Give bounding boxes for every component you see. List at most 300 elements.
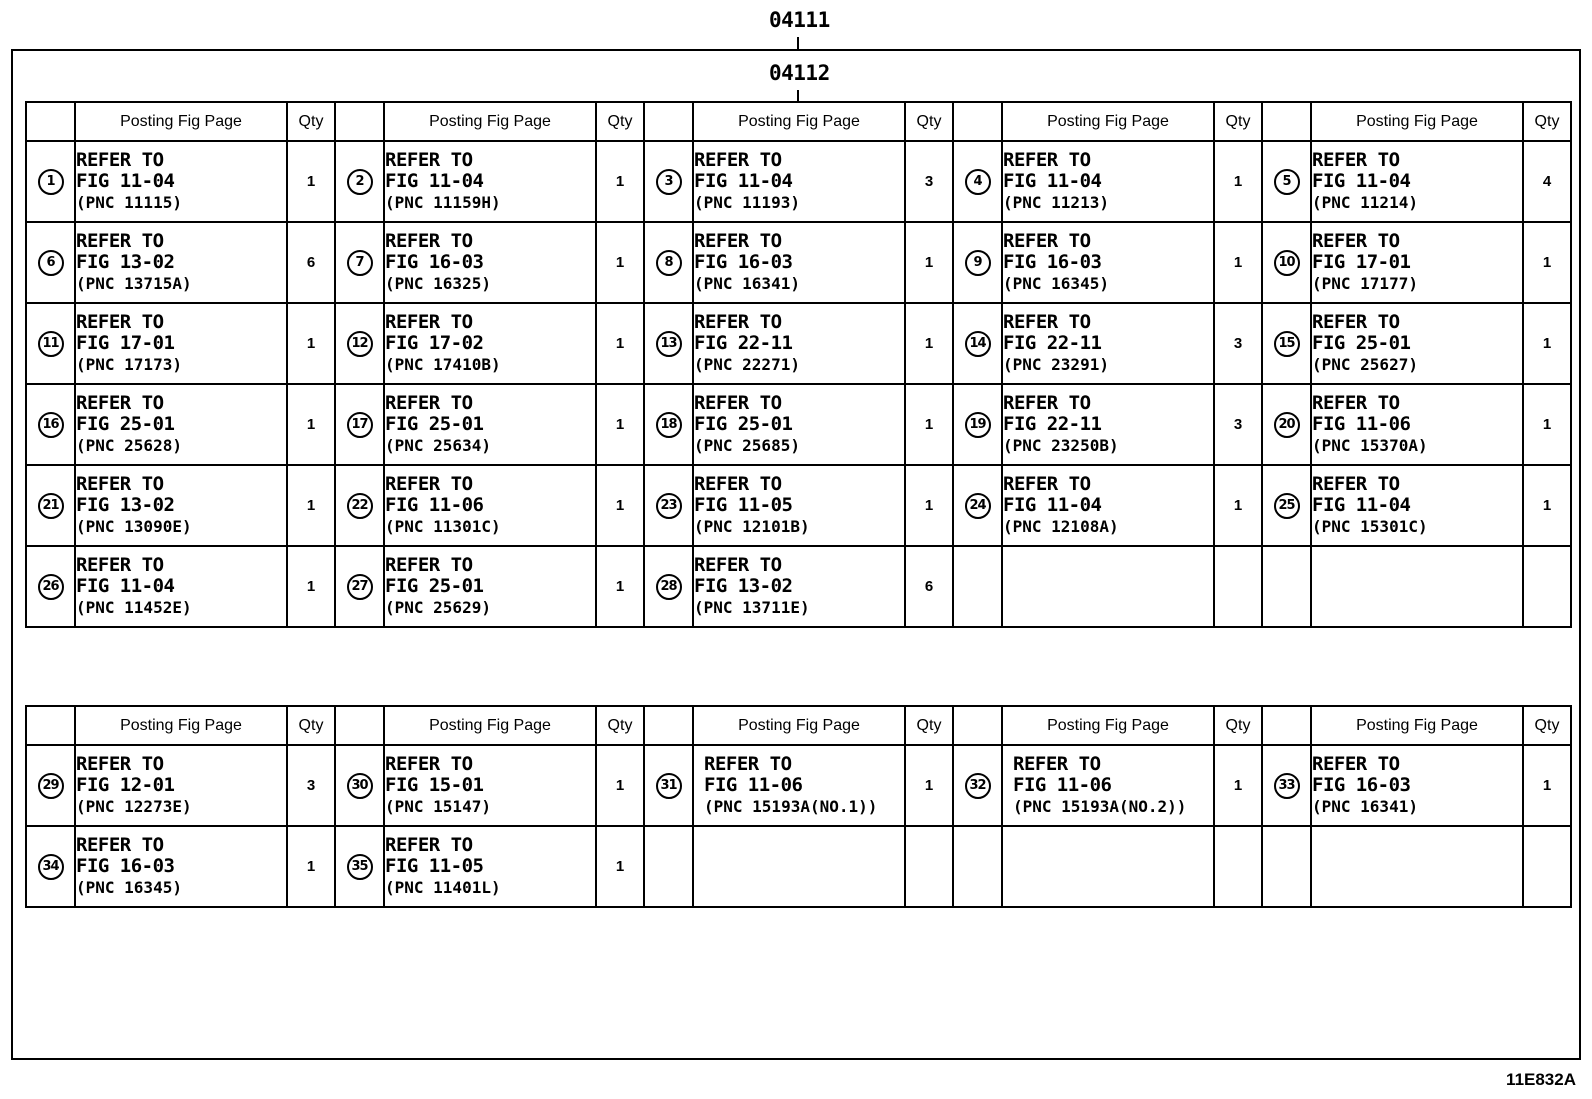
quantity-cell: 1: [1214, 465, 1262, 546]
empty-cell: [644, 826, 693, 907]
posting-reference-cell: [1311, 384, 1523, 465]
quantity-cell: 1: [596, 826, 644, 907]
header-index: [26, 102, 75, 141]
quantity-cell: 1: [905, 222, 953, 303]
item-number-badge: 3: [656, 169, 682, 195]
item-number-cell: [26, 222, 75, 303]
pnc-code-text: (PNC 22271): [694, 354, 800, 374]
pnc-code-text: (PNC 11452E): [76, 597, 192, 617]
refer-to-text: REFER TO: [76, 229, 164, 252]
table-row: [26, 384, 1571, 465]
table-body: [26, 141, 1571, 627]
empty-cell: [693, 826, 905, 907]
refer-to-text: REFER TO: [1312, 310, 1400, 333]
pnc-code-text: (PNC 23250B): [1003, 435, 1119, 455]
item-number-badge: 12: [347, 331, 373, 357]
item-number-cell: [335, 546, 384, 627]
item-number-cell: [953, 745, 1002, 826]
refer-to-text: REFER TO: [1312, 148, 1400, 171]
posting-reference-cell: [693, 384, 905, 465]
item-number-badge: 23: [656, 493, 682, 519]
figure-reference-text: FIG 16-03: [1312, 773, 1411, 796]
figure-reference-text: FIG 25-01: [694, 412, 793, 435]
item-number-badge: 27: [347, 574, 373, 600]
refer-to-text: REFER TO: [1003, 472, 1091, 495]
posting-reference-cell: [75, 222, 287, 303]
posting-reference-cell: [693, 465, 905, 546]
item-number-badge: 1: [38, 169, 64, 195]
pnc-code-text: (PNC 17410B): [385, 354, 501, 374]
figure-reference-text: FIG 25-01: [1312, 331, 1411, 354]
table-row: [26, 465, 1571, 546]
item-number-cell: [953, 141, 1002, 222]
posting-reference-cell: [1002, 465, 1214, 546]
pnc-code-text: (PNC 11401L): [385, 877, 501, 897]
item-number-badge: 33: [1274, 773, 1300, 799]
quantity-cell: 6: [905, 546, 953, 627]
posting-reference-cell: [693, 546, 905, 627]
item-number-cell: [335, 222, 384, 303]
item-number-cell: [953, 222, 1002, 303]
figure-reference-text: FIG 13-02: [694, 574, 793, 597]
item-number-badge: 10: [1274, 250, 1300, 276]
table-row: [26, 826, 1571, 907]
item-number-badge: 26: [38, 574, 64, 600]
empty-cell: [905, 826, 953, 907]
refer-to-text: REFER TO: [694, 391, 782, 414]
pnc-code-text: (PNC 12101B): [694, 516, 810, 536]
item-number-cell: [644, 222, 693, 303]
empty-cell: [1002, 826, 1214, 907]
figure-reference-text: FIG 25-01: [385, 574, 484, 597]
empty-cell: [1214, 826, 1262, 907]
item-number-badge: 19: [965, 412, 991, 438]
item-number-badge: 8: [656, 250, 682, 276]
item-number-cell: [644, 465, 693, 546]
refer-to-text: REFER TO: [1312, 229, 1400, 252]
refer-to-text: REFER TO: [385, 472, 473, 495]
refer-to-text: REFER TO: [385, 833, 473, 856]
table-row: [26, 222, 1571, 303]
posting-reference-cell: [1002, 384, 1214, 465]
pnc-code-text: (PNC 16345): [1003, 273, 1109, 293]
item-number-badge: 2: [347, 169, 373, 195]
posting-reference-cell: [1311, 465, 1523, 546]
item-number-badge: 7: [347, 250, 373, 276]
refer-to-text: REFER TO: [76, 833, 164, 856]
item-number-cell: [335, 384, 384, 465]
posting-reference-cell: [75, 546, 287, 627]
quantity-cell: 1: [287, 826, 335, 907]
header-posting-fig-page: Posting Fig Page: [384, 102, 596, 141]
posting-reference-cell: [1311, 141, 1523, 222]
figure-reference-text: FIG 17-02: [385, 331, 484, 354]
item-number-badge: 25: [1274, 493, 1300, 519]
header-index: [644, 706, 693, 745]
item-number-badge: 29: [38, 773, 64, 799]
item-number-cell: [644, 303, 693, 384]
header-posting-fig-page: Posting Fig Page: [384, 706, 596, 745]
figure-reference-text: FIG 16-03: [76, 854, 175, 877]
posting-reference-cell: [693, 222, 905, 303]
posting-reference-cell: [75, 384, 287, 465]
header-qty: Qty: [1523, 706, 1571, 745]
posting-reference-cell: [384, 303, 596, 384]
pnc-code-text: (PNC 16345): [76, 877, 182, 897]
refer-to-text: REFER TO: [385, 752, 473, 775]
quantity-cell: 6: [287, 222, 335, 303]
quantity-cell: 1: [905, 303, 953, 384]
figure-reference-text: FIG 15-01: [385, 773, 484, 796]
posting-reference-cell: [1002, 222, 1214, 303]
figure-reference-text: FIG 22-11: [694, 331, 793, 354]
pnc-code-text: (PNC 17177): [1312, 273, 1418, 293]
posting-reference-cell: [1311, 303, 1523, 384]
empty-cell: [1002, 546, 1214, 627]
item-number-cell: [26, 546, 75, 627]
refer-to-text: REFER TO: [704, 752, 792, 775]
quantity-cell: 1: [905, 745, 953, 826]
refer-to-text: REFER TO: [694, 553, 782, 576]
figure-reference-text: FIG 11-04: [694, 169, 793, 192]
item-number-badge: 17: [347, 412, 373, 438]
header-posting-fig-page: Posting Fig Page: [1002, 706, 1214, 745]
figure-reference-text: FIG 13-02: [76, 493, 175, 516]
pnc-code-text: (PNC 11214): [1312, 192, 1418, 212]
item-number-cell: [1262, 303, 1311, 384]
quantity-cell: 3: [1214, 303, 1262, 384]
refer-to-text: REFER TO: [694, 472, 782, 495]
quantity-cell: 1: [596, 384, 644, 465]
item-number-badge: 20: [1274, 412, 1300, 438]
quantity-cell: 1: [287, 303, 335, 384]
item-number-cell: [26, 384, 75, 465]
figure-reference-text: FIG 11-04: [76, 574, 175, 597]
item-number-cell: [953, 303, 1002, 384]
refer-to-text: REFER TO: [76, 553, 164, 576]
refer-to-text: REFER TO: [1003, 391, 1091, 414]
pnc-code-text: (PNC 12273E): [76, 796, 192, 816]
refer-to-text: REFER TO: [76, 472, 164, 495]
pnc-code-text: (PNC 13090E): [76, 516, 192, 536]
item-number-cell: [335, 303, 384, 384]
refer-to-text: REFER TO: [1003, 310, 1091, 333]
quantity-cell: 1: [1523, 745, 1571, 826]
pnc-code-text: (PNC 15147): [385, 796, 491, 816]
empty-cell: [953, 826, 1002, 907]
posting-reference-cell: [384, 546, 596, 627]
header-posting-fig-page: Posting Fig Page: [1311, 706, 1523, 745]
parts-reference-table-main: [25, 101, 1572, 628]
quantity-cell: 1: [1214, 745, 1262, 826]
empty-cell: [1262, 826, 1311, 907]
figure-reference-text: FIG 11-06: [704, 773, 803, 796]
quantity-cell: 1: [596, 465, 644, 546]
pnc-code-text: (PNC 11193): [694, 192, 800, 212]
refer-to-text: REFER TO: [385, 148, 473, 171]
header-index: [953, 102, 1002, 141]
empty-cell: [1214, 546, 1262, 627]
header-index: [1262, 102, 1311, 141]
item-number-badge: 15: [1274, 331, 1300, 357]
quantity-cell: 1: [287, 384, 335, 465]
item-number-cell: [26, 141, 75, 222]
header-posting-fig-page: Posting Fig Page: [75, 706, 287, 745]
quantity-cell: 1: [596, 745, 644, 826]
figure-reference-text: FIG 22-11: [1003, 412, 1102, 435]
pnc-code-text: (PNC 15193A(NO.1)): [704, 796, 878, 816]
header-index: [335, 706, 384, 745]
item-number-badge: 30: [347, 773, 373, 799]
item-number-cell: [1262, 141, 1311, 222]
item-number-badge: 5: [1274, 169, 1300, 195]
posting-reference-cell: [75, 826, 287, 907]
table-row: [26, 745, 1571, 826]
empty-cell: [1311, 826, 1523, 907]
refer-to-text: REFER TO: [694, 310, 782, 333]
refer-to-text: REFER TO: [385, 391, 473, 414]
figure-reference-text: FIG 12-01: [76, 773, 175, 796]
figure-reference-text: FIG 11-04: [76, 169, 175, 192]
refer-to-text: REFER TO: [694, 229, 782, 252]
item-number-badge: 4: [965, 169, 991, 195]
posting-reference-cell: [1002, 303, 1214, 384]
empty-cell: [953, 546, 1002, 627]
refer-to-text: REFER TO: [76, 148, 164, 171]
header-posting-fig-page: Posting Fig Page: [1311, 102, 1523, 141]
posting-reference-cell: [384, 465, 596, 546]
posting-reference-cell: [384, 826, 596, 907]
pnc-code-text: (PNC 11115): [76, 192, 182, 212]
item-number-cell: [26, 745, 75, 826]
posting-reference-cell: [75, 465, 287, 546]
subassembly-code-label: 04112: [769, 61, 830, 85]
refer-to-text: REFER TO: [76, 391, 164, 414]
item-number-badge: 35: [347, 854, 373, 880]
item-number-badge: 24: [965, 493, 991, 519]
quantity-cell: 3: [287, 745, 335, 826]
figure-reference-text: FIG 11-05: [694, 493, 793, 516]
header-qty: Qty: [287, 102, 335, 141]
table-row: [26, 303, 1571, 384]
figure-code-label: 11E832A: [1506, 1070, 1576, 1089]
pnc-code-text: (PNC 25634): [385, 435, 491, 455]
empty-cell: [1523, 546, 1571, 627]
header-qty: Qty: [596, 102, 644, 141]
item-number-badge: 31: [656, 773, 682, 799]
parts-reference-table-secondary: [25, 705, 1572, 908]
header-index: [1262, 706, 1311, 745]
figure-reference-text: FIG 11-06: [1013, 773, 1112, 796]
empty-cell: [1523, 826, 1571, 907]
item-number-cell: [335, 465, 384, 546]
item-number-badge: 11: [38, 331, 64, 357]
item-number-badge: 14: [965, 331, 991, 357]
quantity-cell: 3: [1214, 384, 1262, 465]
header-qty: Qty: [1214, 102, 1262, 141]
header-qty: Qty: [596, 706, 644, 745]
figure-reference-text: FIG 11-04: [385, 169, 484, 192]
item-number-cell: [644, 745, 693, 826]
item-number-cell: [953, 465, 1002, 546]
table-row: [26, 546, 1571, 627]
header-qty: Qty: [905, 102, 953, 141]
header-qty: Qty: [1214, 706, 1262, 745]
item-number-cell: [335, 826, 384, 907]
posting-reference-cell: [1002, 141, 1214, 222]
quantity-cell: 1: [596, 303, 644, 384]
quantity-cell: 1: [1214, 222, 1262, 303]
pnc-code-text: (PNC 11301C): [385, 516, 501, 536]
figure-reference-text: FIG 16-03: [385, 250, 484, 273]
quantity-cell: 1: [905, 384, 953, 465]
item-number-badge: 13: [656, 331, 682, 357]
refer-to-text: REFER TO: [1312, 391, 1400, 414]
empty-cell: [1311, 546, 1523, 627]
item-number-cell: [644, 141, 693, 222]
header-qty: Qty: [1523, 102, 1571, 141]
item-number-badge: 18: [656, 412, 682, 438]
pnc-code-text: (PNC 15370A): [1312, 435, 1428, 455]
pnc-code-text: (PNC 25628): [76, 435, 182, 455]
quantity-cell: 3: [905, 141, 953, 222]
item-number-badge: 6: [38, 250, 64, 276]
table-header: [26, 706, 1571, 745]
pnc-code-text: (PNC 16341): [1312, 796, 1418, 816]
refer-to-text: REFER TO: [385, 229, 473, 252]
figure-reference-text: FIG 16-03: [1003, 250, 1102, 273]
item-number-cell: [335, 141, 384, 222]
item-number-cell: [1262, 745, 1311, 826]
figure-reference-text: FIG 17-01: [76, 331, 175, 354]
refer-to-text: REFER TO: [1312, 752, 1400, 775]
assembly-code-label: 04111: [769, 8, 830, 32]
posting-reference-cell: [1311, 222, 1523, 303]
header-index: [644, 102, 693, 141]
posting-reference-cell: [384, 141, 596, 222]
item-number-cell: [335, 745, 384, 826]
quantity-cell: 1: [905, 465, 953, 546]
pnc-code-text: (PNC 12108A): [1003, 516, 1119, 536]
header-posting-fig-page: Posting Fig Page: [75, 102, 287, 141]
posting-reference-cell: [693, 745, 905, 826]
table-header: [26, 102, 1571, 141]
figure-reference-text: FIG 11-06: [385, 493, 484, 516]
posting-reference-cell: [384, 384, 596, 465]
figure-reference-text: FIG 11-04: [1003, 493, 1102, 516]
posting-reference-cell: [1002, 745, 1214, 826]
header-posting-fig-page: Posting Fig Page: [693, 706, 905, 745]
refer-to-text: REFER TO: [76, 310, 164, 333]
refer-to-text: REFER TO: [385, 553, 473, 576]
figure-reference-text: FIG 11-04: [1312, 493, 1411, 516]
item-number-cell: [1262, 222, 1311, 303]
table-body: [26, 745, 1571, 907]
figure-reference-text: FIG 11-05: [385, 854, 484, 877]
quantity-cell: 1: [1214, 141, 1262, 222]
figure-reference-text: FIG 16-03: [694, 250, 793, 273]
item-number-badge: 34: [38, 854, 64, 880]
pnc-code-text: (PNC 17173): [76, 354, 182, 374]
header-index: [335, 102, 384, 141]
quantity-cell: 1: [1523, 303, 1571, 384]
refer-to-text: REFER TO: [1312, 472, 1400, 495]
posting-reference-cell: [693, 303, 905, 384]
quantity-cell: 1: [287, 141, 335, 222]
quantity-cell: 4: [1523, 141, 1571, 222]
quantity-cell: 1: [1523, 384, 1571, 465]
item-number-cell: [1262, 465, 1311, 546]
figure-reference-text: FIG 25-01: [76, 412, 175, 435]
pnc-code-text: (PNC 25685): [694, 435, 800, 455]
pnc-code-text: (PNC 13711E): [694, 597, 810, 617]
header-row: [26, 102, 1571, 141]
pnc-code-text: (PNC 15193A(NO.2)): [1013, 796, 1187, 816]
pnc-code-text: (PNC 15301C): [1312, 516, 1428, 536]
posting-reference-cell: [1311, 745, 1523, 826]
pnc-code-text: (PNC 16341): [694, 273, 800, 293]
quantity-cell: 1: [1523, 465, 1571, 546]
item-number-badge: 22: [347, 493, 373, 519]
figure-reference-text: FIG 11-04: [1003, 169, 1102, 192]
item-number-cell: [26, 303, 75, 384]
item-number-cell: [26, 826, 75, 907]
figure-reference-text: FIG 13-02: [76, 250, 175, 273]
posting-reference-cell: [384, 745, 596, 826]
quantity-cell: 1: [287, 465, 335, 546]
refer-to-text: REFER TO: [385, 310, 473, 333]
refer-to-text: REFER TO: [694, 148, 782, 171]
refer-to-text: REFER TO: [1013, 752, 1101, 775]
figure-reference-text: FIG 17-01: [1312, 250, 1411, 273]
quantity-cell: 1: [596, 546, 644, 627]
empty-cell: [1262, 546, 1311, 627]
item-number-cell: [953, 384, 1002, 465]
item-number-badge: 32: [965, 773, 991, 799]
posting-reference-cell: [384, 222, 596, 303]
figure-reference-text: FIG 22-11: [1003, 331, 1102, 354]
pnc-code-text: (PNC 13715A): [76, 273, 192, 293]
refer-to-text: REFER TO: [76, 752, 164, 775]
header-qty: Qty: [905, 706, 953, 745]
item-number-cell: [1262, 384, 1311, 465]
quantity-cell: 1: [596, 222, 644, 303]
posting-reference-cell: [75, 303, 287, 384]
quantity-cell: 1: [1523, 222, 1571, 303]
item-number-cell: [26, 465, 75, 546]
figure-reference-text: FIG 11-06: [1312, 412, 1411, 435]
header-qty: Qty: [287, 706, 335, 745]
figure-reference-text: FIG 11-04: [1312, 169, 1411, 192]
item-number-badge: 21: [38, 493, 64, 519]
header-posting-fig-page: Posting Fig Page: [693, 102, 905, 141]
pnc-code-text: (PNC 11213): [1003, 192, 1109, 212]
posting-reference-cell: [75, 141, 287, 222]
item-number-badge: 9: [965, 250, 991, 276]
pnc-code-text: (PNC 23291): [1003, 354, 1109, 374]
pnc-code-text: (PNC 25629): [385, 597, 491, 617]
posting-reference-cell: [75, 745, 287, 826]
pnc-code-text: (PNC 16325): [385, 273, 491, 293]
refer-to-text: REFER TO: [1003, 229, 1091, 252]
header-posting-fig-page: Posting Fig Page: [1002, 102, 1214, 141]
item-number-cell: [644, 384, 693, 465]
pnc-code-text: (PNC 11159H): [385, 192, 501, 212]
header-index: [953, 706, 1002, 745]
table-row: [26, 141, 1571, 222]
pnc-code-text: (PNC 25627): [1312, 354, 1418, 374]
posting-reference-cell: [693, 141, 905, 222]
